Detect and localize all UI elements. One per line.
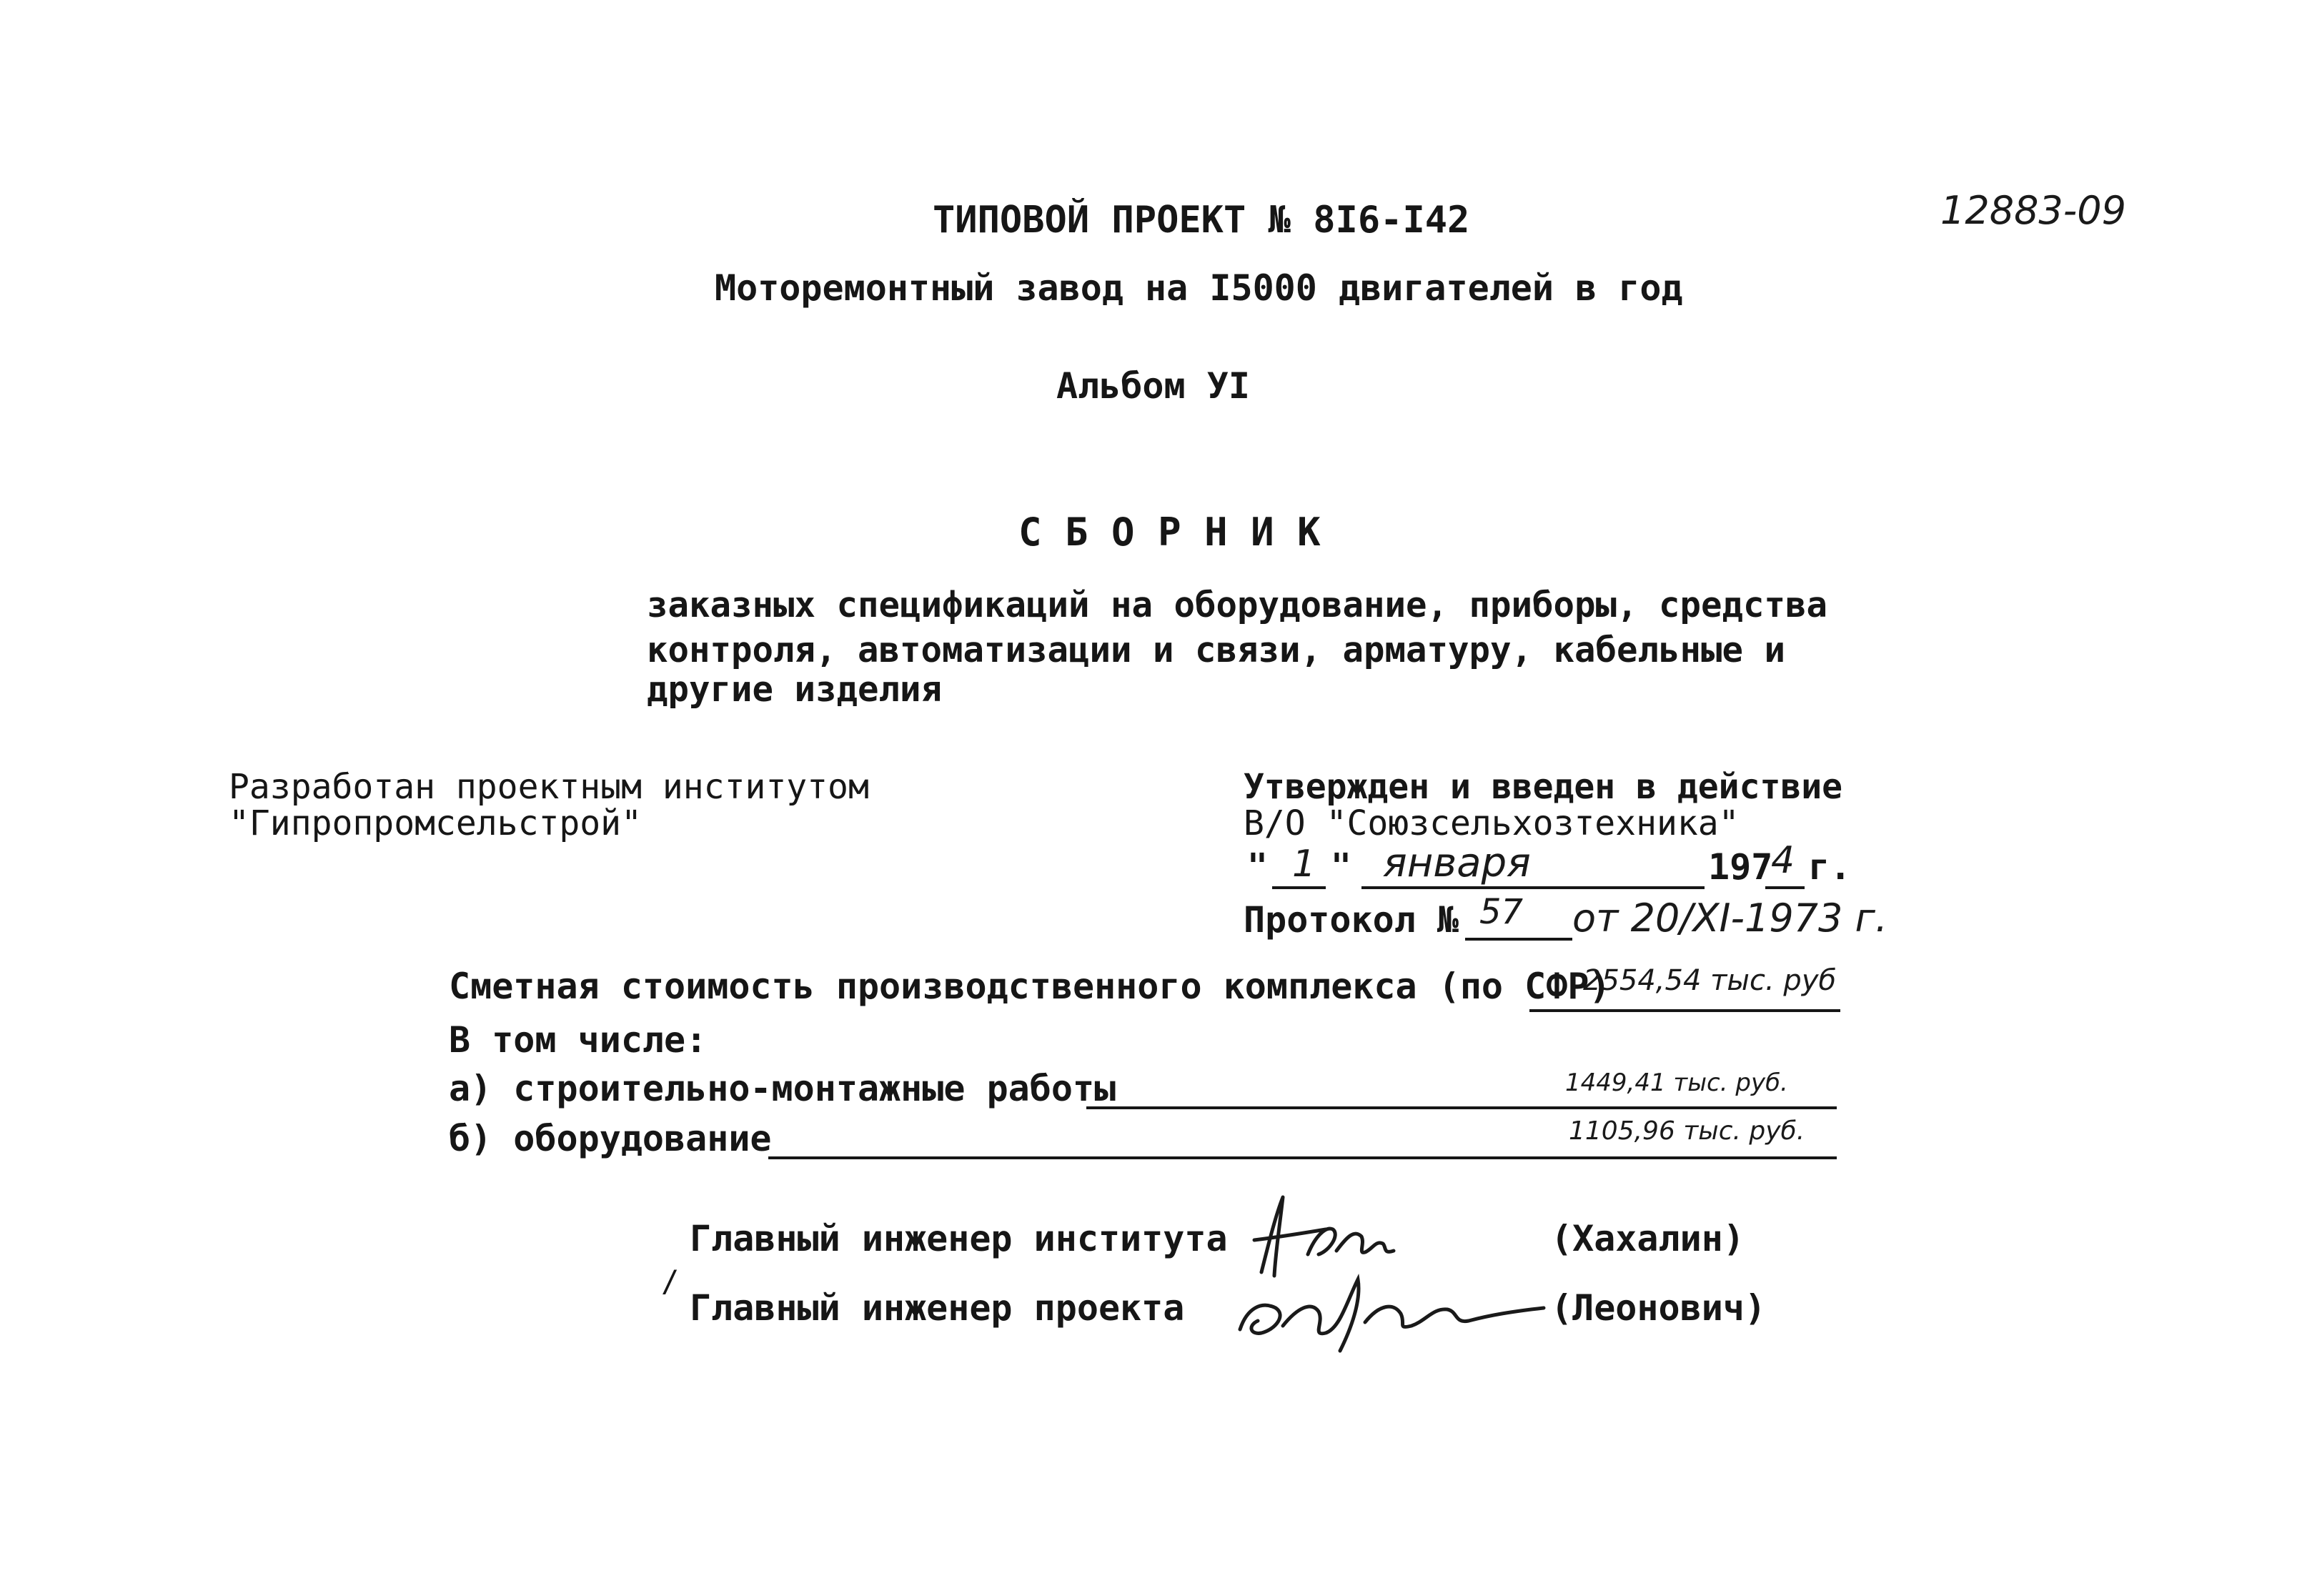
document-subtitle: Моторемонтный завод на I5000 двигателей в год: [715, 267, 1683, 309]
developer-line-1: Разработан проектным институтом: [229, 767, 869, 807]
approval-date-quote-open: ": [1247, 846, 1268, 886]
album-label: Альбом УI: [1056, 365, 1250, 407]
approval-date-quote-mid: ": [1331, 846, 1351, 886]
chief-engineer-institute-name: (Хахалин): [1551, 1218, 1745, 1259]
project-title: ТИПОВОЙ ПРОЕКТ № 8I6-I42: [933, 199, 1470, 242]
total-cost-value: 2554,54 тыс. руб: [1583, 964, 1837, 997]
equipment-value: 1105,96 тыс. руб.: [1569, 1116, 1805, 1146]
including-label: В том числе:: [449, 1019, 708, 1061]
collection-description-line-2: контроля, автоматизации и связи, арматуру, кабельные и: [647, 630, 1786, 670]
chief-engineer-project-label: Главный инженер проекта: [690, 1287, 1185, 1329]
construction-value: 1449,41 тыс. руб.: [1565, 1069, 1788, 1097]
protocol-label: Протокол №: [1244, 899, 1459, 941]
approval-organization: В/О "Союзсельхозтехника": [1244, 803, 1740, 843]
approval-day-underline: [1272, 886, 1326, 889]
chief-engineer-project-signature: [1226, 1258, 1554, 1358]
approval-line-1: Утвержден и введен в действие: [1244, 767, 1843, 807]
approval-year-prefix: 197: [1708, 846, 1773, 888]
developer-institute-name: "Гипропромсельстрой": [229, 803, 642, 843]
equipment-label: б) оборудование: [449, 1118, 772, 1159]
approval-month-underline: [1361, 886, 1705, 889]
collection-description-line-1: заказных спецификаций на оборудование, приборы, средства: [647, 585, 1828, 625]
protocol-date: от 20/XI-1973 г.: [1572, 896, 1888, 941]
construction-label: а) строительно-монтажные работы: [449, 1068, 1116, 1109]
approval-month: января: [1383, 840, 1531, 886]
total-cost-label: Сметная стоимость производственного комплекса (по СФР): [449, 966, 1611, 1007]
protocol-number: 57: [1479, 892, 1524, 932]
collection-description-line-3: другие изделия: [647, 669, 943, 710]
chief-engineer-institute-label: Главный инженер института: [690, 1218, 1228, 1259]
approval-year-suffix: г.: [1808, 846, 1852, 888]
approval-year-underline: [1765, 886, 1805, 889]
total-cost-underline: [1529, 1009, 1840, 1012]
chief-engineer-project-name: (Леонович): [1551, 1287, 1767, 1329]
equipment-underline: [768, 1156, 1837, 1159]
protocol-number-underline: [1465, 938, 1572, 941]
signature-mark: /: [661, 1264, 680, 1299]
approval-day: 1: [1292, 843, 1316, 886]
construction-underline: [1086, 1106, 1837, 1109]
approval-year-digit: 4: [1771, 839, 1795, 882]
archive-number: 12883-09: [1940, 188, 2126, 233]
collection-heading: С Б О Р Н И К: [1018, 510, 1321, 555]
